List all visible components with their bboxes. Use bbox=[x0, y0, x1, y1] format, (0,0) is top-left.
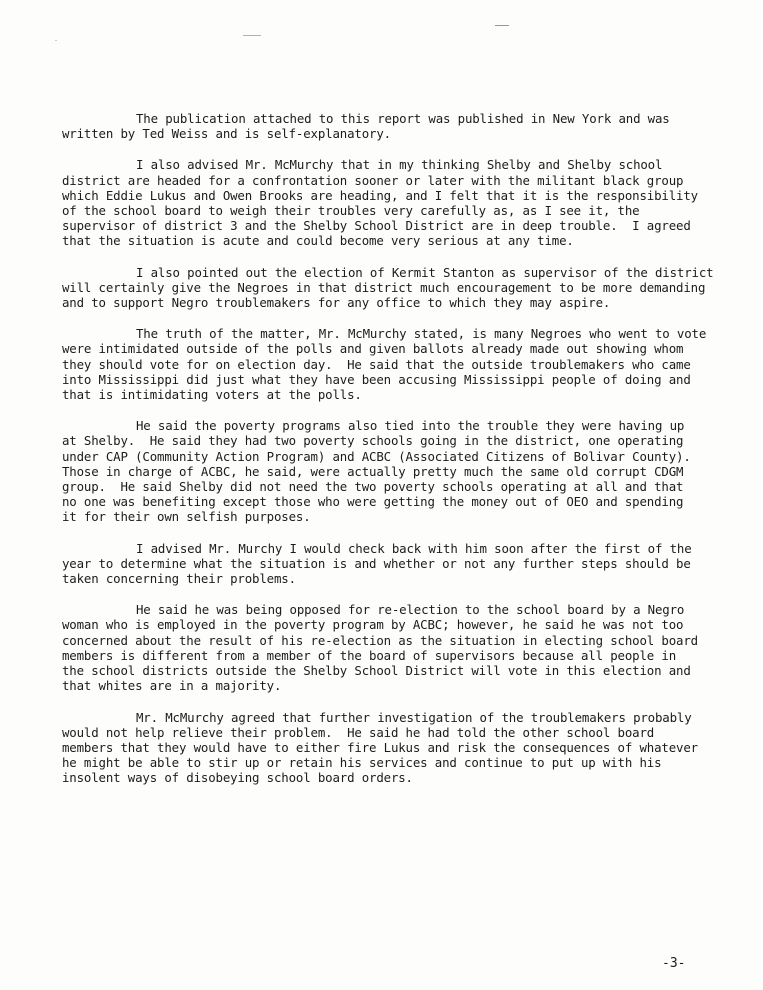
text-line: he might be able to stir up or retain his services and continue to put up with his bbox=[62, 755, 662, 771]
text-line: He said the poverty programs also tied into the trouble they were having up bbox=[136, 418, 685, 434]
paragraph bbox=[62, 418, 734, 524]
text-line: which Eddie Lukus and Owen Brooks are heading, and I felt that it is the responsibility bbox=[62, 187, 698, 203]
text-line: they should vote for on election day. He said that the outside troublemakers who came bbox=[62, 356, 691, 372]
scan-mark bbox=[55, 40, 57, 41]
text-line: Mr. McMurchy agreed that further investigation of the troublemakers probably bbox=[136, 709, 692, 725]
scan-mark bbox=[495, 25, 509, 26]
text-line: at Shelby. He said they had two poverty schools going in the district, one operating bbox=[62, 433, 684, 449]
text-line: insolent ways of disobeying school board orders. bbox=[62, 770, 413, 786]
paragraph bbox=[62, 541, 734, 587]
scan-mark bbox=[243, 35, 261, 36]
paragraph bbox=[62, 157, 734, 248]
text-line: the school districts outside the Shelby School District will vote in this election and bbox=[62, 663, 691, 679]
text-line: district are headed for a confrontation sooner or later with the militant black group bbox=[62, 172, 684, 188]
page-number: -3- bbox=[662, 956, 686, 971]
document-body bbox=[62, 111, 734, 802]
text-line: The publication attached to this report was published in New York and was bbox=[136, 111, 670, 126]
text-line: I advised Mr. Murchy I would check back with him soon after the first of the bbox=[136, 540, 692, 556]
text-line: Those in charge of ACBC, he said, were actually pretty much the same old corrupt CDGM bbox=[62, 463, 684, 479]
text-line: of the school board to weigh their troubles very carefully as, as I see it, the bbox=[62, 203, 640, 219]
text-line: that is intimidating voters at the polls. bbox=[62, 387, 362, 403]
text-line: He said he was being opposed for re-election to the school board by a Negro bbox=[136, 602, 685, 618]
text-line: taken concerning their problems. bbox=[62, 571, 296, 587]
paragraph bbox=[62, 111, 734, 141]
text-line: that whites are in a majority. bbox=[62, 678, 282, 694]
text-line: I also pointed out the election of Kermit Stanton as supervisor of the district bbox=[136, 264, 714, 280]
text-line: supervisor of district 3 and the Shelby School District are in deep trouble. I agreed bbox=[62, 218, 691, 234]
text-line: were intimidated outside of the polls and given ballots already made out showing whom bbox=[62, 341, 684, 357]
text-line: into Mississippi did just what they have been accusing Mississippi people of doing and bbox=[62, 371, 691, 387]
text-line: will certainly give the Negroes in that district much encouragement to be more demanding bbox=[62, 279, 706, 295]
text-line: year to determine what the situation is and whether or not any further steps should be bbox=[62, 555, 691, 571]
paragraph bbox=[62, 710, 734, 786]
text-line: members that they would have to either fire Lukus and risk the consequences of whatever bbox=[62, 739, 698, 755]
text-line: members is different from a member of the board of supervisors because all people in bbox=[62, 647, 677, 663]
text-line: it for their own selfish purposes. bbox=[62, 509, 311, 525]
text-line: written by Ted Weiss and is self-explanatory. bbox=[62, 126, 391, 142]
text-line: woman who is employed in the poverty program by ACBC; however, he said he was not too bbox=[62, 617, 684, 633]
paragraph bbox=[62, 265, 734, 311]
paragraph bbox=[62, 602, 734, 693]
text-line: that the situation is acute and could become very serious at any time. bbox=[62, 233, 574, 249]
text-line: I also advised Mr. McMurchy that in my thinking Shelby and Shelby school bbox=[136, 157, 663, 173]
text-line: and to support Negro troublemakers for any office to which they may aspire. bbox=[62, 295, 611, 311]
text-line: would not help relieve their problem. He said he had told the other school board bbox=[62, 724, 655, 740]
paragraph bbox=[62, 326, 734, 402]
text-line: no one was benefiting except those who were getting the money out of OEO and spending bbox=[62, 494, 684, 510]
text-line: under CAP (Community Action Program) and ACBC (Associated Citizens of Bolivar County). bbox=[62, 448, 691, 464]
text-line: group. He said Shelby did not need the two poverty schools operating at all and that bbox=[62, 479, 684, 495]
text-line: The truth of the matter, Mr. McMurchy stated, is many Negroes who went to vote bbox=[136, 326, 707, 342]
text-line: concerned about the result of his re-election as the situation in electing school board bbox=[62, 632, 698, 648]
